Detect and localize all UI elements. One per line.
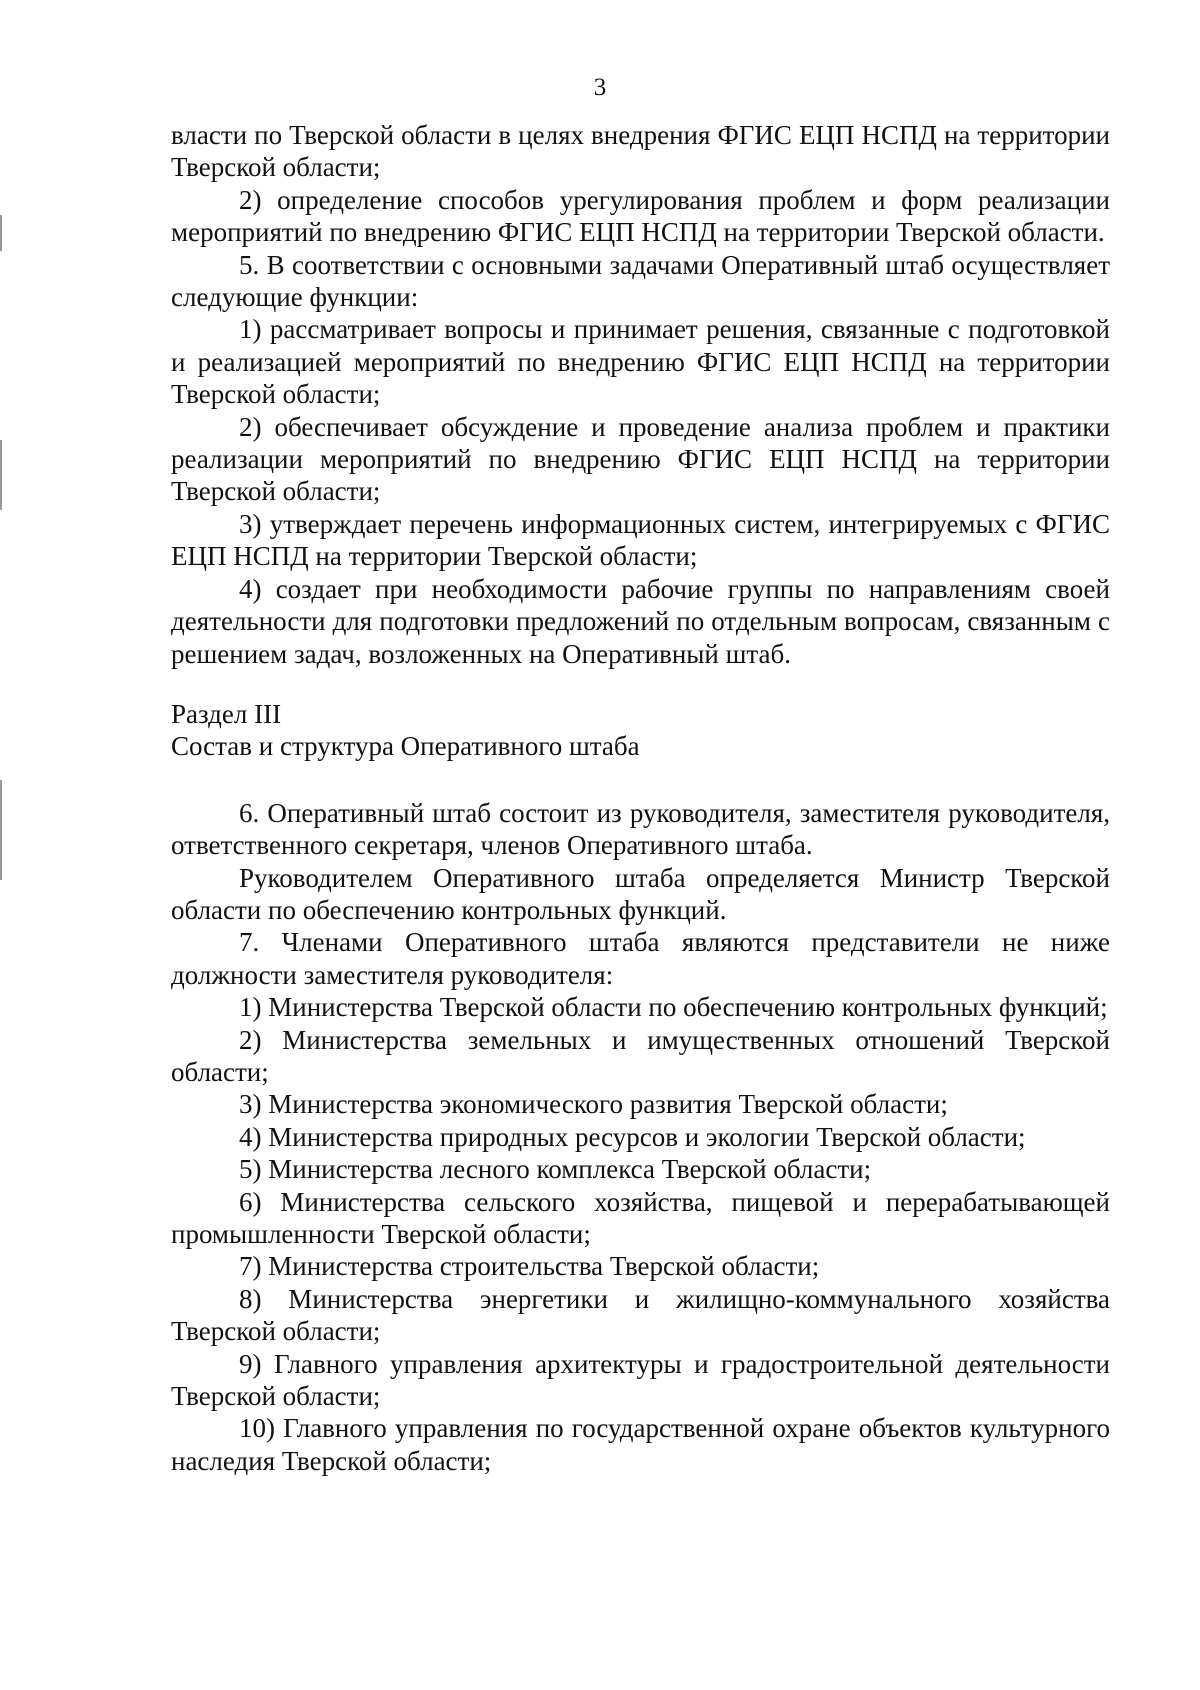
scan-edge-mark (0, 215, 2, 251)
section-number: Раздел III (171, 698, 282, 729)
paragraph: 7. Членами Оперативного штаба являются представители не ниже должности заместителя руководителя: (171, 927, 1110, 990)
list-item: 10) Главного управления по государственной охране объектов культурного наследия Тверской области; (171, 1413, 1110, 1476)
list-item: 5) Министерства лесного комплекса Тверской области; (239, 1154, 872, 1185)
paragraph: власти по Тверской области в целях внедрения ФГИС ЕЦП НСПД на территории Тверской области; (171, 120, 1110, 183)
paragraph: 6. Оперативный штаб состоит из руководителя, заместителя руководителя, ответственного секретаря, членов Оперативного штаба. (171, 797, 1110, 861)
document-body (171, 119, 1110, 1477)
list-item: 6) Министерства сельского хозяйства, пищевой и перерабатывающей промышленности Тверской области; (171, 1186, 1110, 1249)
paragraph: 1) рассматривает вопросы и принимает решения, связанные с подготовкой и реализацией мероприятий по внедрению ФГИС ЕЦП НСПД на территории Тверской области; (171, 314, 1110, 410)
paragraph: 2) определение способов урегулирования проблем и форм реализации мероприятий по внедрению ФГИС ЕЦП НСПД на территории Тверской области. (171, 184, 1110, 248)
paragraph: 5. В соответствии с основными задачами Оперативный штаб осуществляет следующие функции: (171, 249, 1110, 313)
scan-edge-mark (0, 780, 2, 880)
paragraph: 3) утверждает перечень информационных систем, интегрируемых с ФГИС ЕЦП НСПД на территории Тверской области; (171, 508, 1110, 572)
paragraphs-bottom (171, 797, 1110, 1478)
page-number: 3 (593, 74, 607, 101)
list-item: 3) Министерства экономического развития Тверской области; (239, 1089, 948, 1120)
list-item: 1) Министерства Тверской области по обеспечению контрольных функций; (239, 992, 1108, 1023)
section-title: Состав и структура Оперативного штаба (171, 731, 640, 762)
paragraphs-top (171, 119, 1110, 670)
list-item: 7) Министерства строительства Тверской области; (239, 1251, 820, 1282)
list-item: 8) Министерства энергетики и жилищно-коммунального хозяйства Тверской области; (171, 1283, 1110, 1347)
list-item: 4) Министерства природных ресурсов и экологии Тверской области; (239, 1121, 1026, 1152)
paragraph: 4) создает при необходимости рабочие группы по направлениям своей деятельности для подготовки предложений по отдельным вопросам, связанным с решением задач, возложенных на Оперативный штаб. (171, 573, 1110, 669)
list-item: 9) Главного управления архитектуры и градостроительной деятельности Тверской области; (171, 1348, 1110, 1412)
paragraph: Руководителем Оперативного штаба определяется Министр Тверской области по обеспечению контрольных функций. (171, 862, 1110, 925)
scan-edge-mark (0, 440, 2, 510)
list-item: 2) Министерства земельных и имущественных отношений Тверской области; (171, 1024, 1110, 1087)
paragraph: 2) обеспечивает обсуждение и проведение анализа проблем и практики реализации мероприятий по внедрению ФГИС ЕЦП НСПД на территории Тверской области; (171, 411, 1110, 507)
